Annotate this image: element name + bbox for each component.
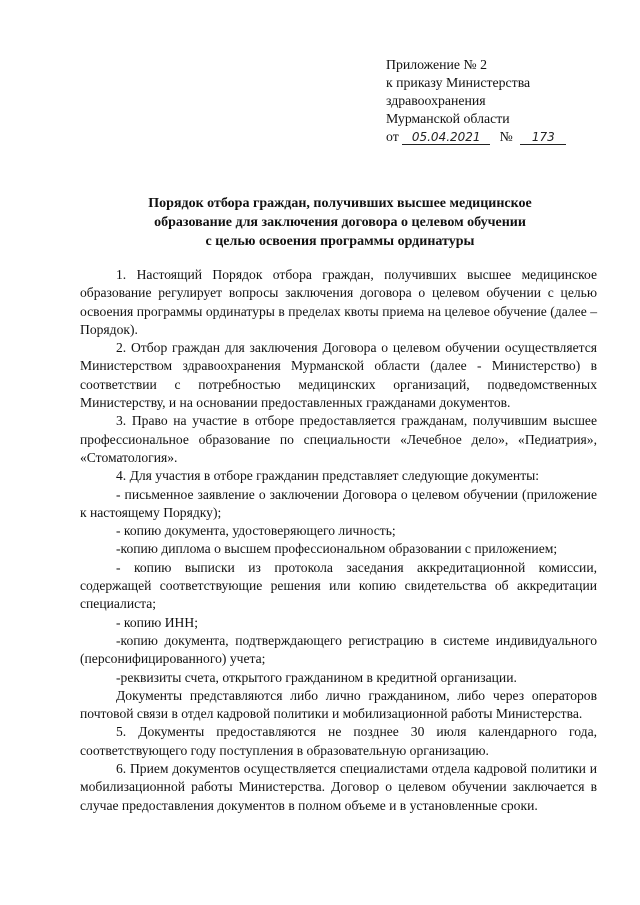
annex-line-2: к приказу Министерства	[386, 75, 531, 90]
annex-line-4: Мурманской области	[386, 111, 510, 126]
list-item-identity: - копию документа, удостоверяющего личность;	[116, 523, 396, 539]
list-item-inn: - копию ИНН;	[116, 614, 198, 630]
title-line-2: образование для заключения договора о целевом обучении	[154, 215, 526, 230]
paragraph-5: 5. Документы предоставляются не позднее 30 июля календарного года, соответствующего году поступления в образовательную организацию.	[80, 724, 597, 758]
list-item-accreditation: - копию выписки из протокола заседания аккредитационной комиссии, содержащей соответствующие решения или копию свидетельства об аккредитации специалиста;	[80, 559, 597, 612]
handwritten-number: 173	[520, 130, 566, 145]
list-item-application: - письменное заявление о заключении Договора о целевом обучении (приложение к настоящему Порядку);	[80, 486, 597, 520]
paragraph-4: 4. Для участия в отборе гражданин представляет следующие документы:	[116, 468, 540, 484]
paragraph-3: 3. Право на участие в отборе предоставляется гражданам, получившим высшее профессиональное образование по специальности «Лечебное дело», «Педиатрия», «Стоматология».	[80, 413, 597, 465]
list-item-bank-account: -реквизиты счета, открытого гражданином в кредитной организации.	[116, 669, 517, 685]
title-line-3: с целью освоения программы ординатуры	[205, 234, 475, 249]
document-body	[80, 266, 597, 815]
list-item-diploma: -копию диплома о высшем профессиональном образовании с приложением;	[116, 541, 558, 557]
paragraph-2: 2. Отбор граждан для заключения Договора о целевом обучении осуществляется Министерством здравоохранения Мурманской области (далее - Министерство) в соответствии с потребностью медицинских организаций, подведомственных Министерству, и на основании предоставленных гражданами документов.	[80, 340, 597, 411]
paragraph-submission: Документы представляются либо лично гражданином, либо через операторов почтовой связи в отдел кадровой политики и мобилизационной работы Министерства.	[80, 687, 597, 722]
number-sign: №	[499, 129, 513, 144]
annex-line-3: здравоохранения	[386, 93, 486, 108]
handwritten-date: 05.04.2021	[402, 130, 490, 145]
annex-block	[386, 56, 586, 146]
paragraph-6: 6. Прием документов осуществляется специалистами отдела кадровой политики и мобилизационной работы Министерства. Договор о целевом обучении заключается в случае предоставления документов в полном объеме и в установленные сроки.	[80, 761, 597, 813]
paragraph-1: 1. Настоящий Порядок отбора граждан, получивших высшее медицинское образование регулирует вопросы заключения договора о целевом обучении с целью освоения программы ординатуры в пределах квоты приема на целевое обучение (далее – Порядок).	[80, 267, 597, 337]
title-line-1: Порядок отбора граждан, получивших высшее медицинское	[148, 196, 532, 211]
date-prefix: от	[386, 129, 399, 144]
annex-date-line	[386, 128, 586, 146]
list-item-registration: -копию документа, подтверждающего регистрацию в системе индивидуального (персонифицированного) учета;	[80, 632, 597, 667]
document-title	[80, 194, 600, 251]
annex-line-1: Приложение № 2	[386, 57, 488, 72]
